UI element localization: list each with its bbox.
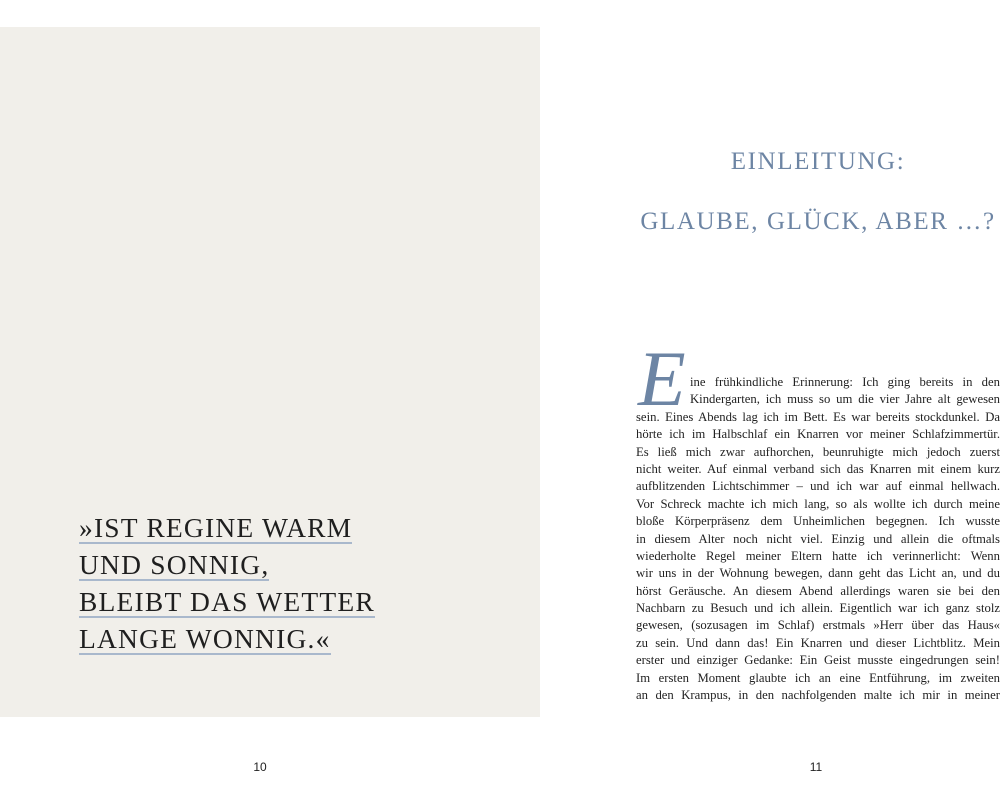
body-line: Kindergarten, ich muss so um die vier Jahre alt gewesen [690,392,1000,407]
body-line: ine frühkindliche Erinnerung: Ich ging bereits in den [690,375,1000,389]
body-line: bloße Körperpräsenz dem Unheimlichen begegnen. Ich wusste [636,514,1000,529]
body-line: aufblitzenden Lichtschimmer – und ich war auf einmal hellwach. [636,479,1000,494]
body-line: Im ersten Moment glaubte ich an eine Entführung, im zweiten [636,670,1000,685]
body-line: in diesem Alter noch nicht viel. Einzig und allein die oftmals [636,531,1000,546]
body-line: erster und einziger Gedanke: Ein Geist musste eingedrungen sein! [636,653,1000,668]
quote-text: »IST REGINE WARM [79,512,353,543]
chapter-heading-line1: EINLEITUNG: [730,148,906,175]
body-paragraph [636,374,1000,704]
body-line: sein. Eines Abends lag ich im Bett. Es war bereits stockdunkel. Da [636,409,1000,424]
body-line: Es ließ mich zwar aufhorchen, beunruhigte mich jedoch zuerst [636,444,1000,459]
quote-text: BLEIBT DAS WETTER [79,586,375,617]
quote-line [79,623,519,660]
body-line: gewesen, (sozusagen im Schlaf) erstmals »Herr über das Haus« [636,618,1000,633]
body-line: an den Krampus, in den nachfolgenden malte ich mir in meiner [636,688,1000,703]
quote-text: UND SONNIG, [79,549,270,580]
body-line: wiederholte Regel meiner Eltern hatte ich verinnerlicht: Wenn [636,548,1000,563]
body-line: hörte ich im Halbschlaf ein Knarren vor meiner Schlafzimmertür. [636,427,1000,442]
body-line: zu sein. Und dann das! Ein Knarren und dieser Lichtblitz. Mein [636,635,1000,650]
quote-text: LANGE WONNIG.« [79,623,331,654]
body-line: wir uns in der Wohnung bewegen, dann geht das Licht an, und du [636,566,1000,581]
quote-line [79,512,519,549]
body-line: nicht weiter. Auf einmal verband sich das Knarren mit einem kurz [636,461,1000,476]
quote-line [79,549,519,586]
pull-quote [79,512,519,660]
body-line: Vor Schreck machte ich mich lang, so als wollte ich durch meine [636,496,1000,511]
body-line: Nachbarn zu Besuch und ich allein. Eigentlich war ich ganz stolz [636,601,1000,616]
page-number-left: 10 [253,760,267,774]
chapter-heading-line2: GLAUBE, GLÜCK, ABER …? [640,208,996,235]
drop-cap: E [638,335,686,422]
body-line: hörst Geräusche. An diesem Abend allerdings waren sie bei den [636,583,1000,598]
page-number-right: 11 [809,760,823,774]
quote-line [79,586,519,623]
